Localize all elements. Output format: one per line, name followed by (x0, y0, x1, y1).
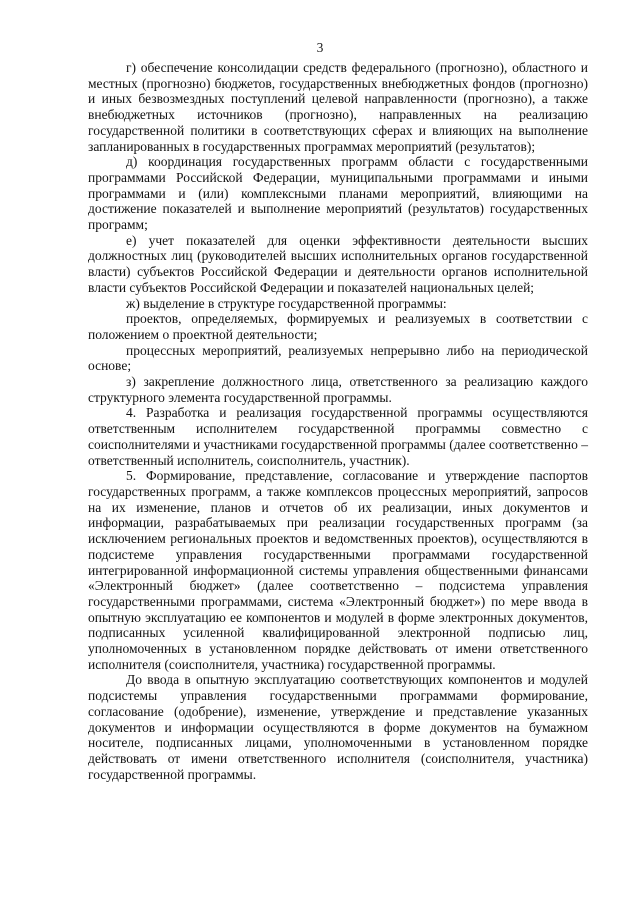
paragraph-section-5: 5. Формирование, представление, согласование и утверждение паспортов государственных программ, а также комплексов процессных мероприятий, запросов на их изменение, планов и отчетов об их реализации, иных документов и информации, разрабатываемых при реализации государственных программ (за исключением региональных проектов и ведомственных проектов), осуществляются в подсистеме управления государственными программами государственной интегрированной информационной системы управления общественными финансами «Электронный бюджет» (далее соответственно – подсистема управления государственными программами, система «Электронный бюджет») по мере ввода в опытную эксплуатацию ее компонентов и модулей в форме электронных документов, подписанных усиленной квалифицированной электронной подписью лиц, уполномоченных в установленном порядке действовать от имени ответственного исполнителя (соисполнителя, участника) государственной программы. (88, 468, 588, 672)
paragraph-item-d: д) координация государственных программ области с государственными программами Российской Федерации, муниципальными программами и иными программами и (или) комплексными планами мероприятий, влияющими на достижение показателей и выполнение мероприятий (результатов) государственных программ; (88, 154, 588, 233)
paragraph-process-activities: процессных мероприятий, реализуемых непрерывно либо на периодической основе; (88, 342, 588, 374)
paragraph-section-4: 4. Разработка и реализация государственной программы осуществляются ответственным исполнителем государственной программы совместно с соисполнителями и участниками государственной программы (далее соответственно – ответственный исполнитель, соисполнитель, участник). (88, 405, 588, 468)
paragraph-projects: проектов, определяемых, формируемых и реализуемых в соответствии с положением о проектной деятельности; (88, 311, 588, 342)
paragraph-item-zh: ж) выделение в структуре государственной программы: (126, 295, 447, 311)
document-body (88, 60, 588, 782)
paragraph-item-e: е) учет показателей для оценки эффективности деятельности высших должностных лиц (руководителей высших исполнительных органов государственной власти) субъектов Российской Федерации и деятельности органов исполнительной власти субъектов Российской Федерации и показателей национальных целей; (88, 232, 588, 295)
paragraph-item-g: г) обеспечение консолидации средств федерального (прогнозно), областного и местных (прогнозно) бюджетов, государственных внебюджетных фондов (прогнозно) и иных безвозмездных поступлений целевой направленности (прогнозно), а также внебюджетных источников (прогнозно), направленных на реализацию государственной политики в соответствующих сферах и влияющих на выполнение запланированных в государственных программах мероприятий (результатов); (88, 60, 588, 154)
page-number: 3 (316, 40, 324, 55)
paragraph-before-trial: До ввода в опытную эксплуатацию соответствующих компонентов и модулей подсистемы управления государственными программами формирование, согласование (одобрение), изменение, утверждение и представление указанных документов и информации осуществляются в форме документов на бумажном носителе, подписанных лицами, уполномоченными в установленном порядке действовать от имени ответственного исполнителя (соисполнителя, участника) государственной программы. (88, 672, 588, 782)
paragraph-item-z: з) закрепление должностного лица, ответственного за реализацию каждого структурного элемента государственной программы. (88, 374, 588, 405)
